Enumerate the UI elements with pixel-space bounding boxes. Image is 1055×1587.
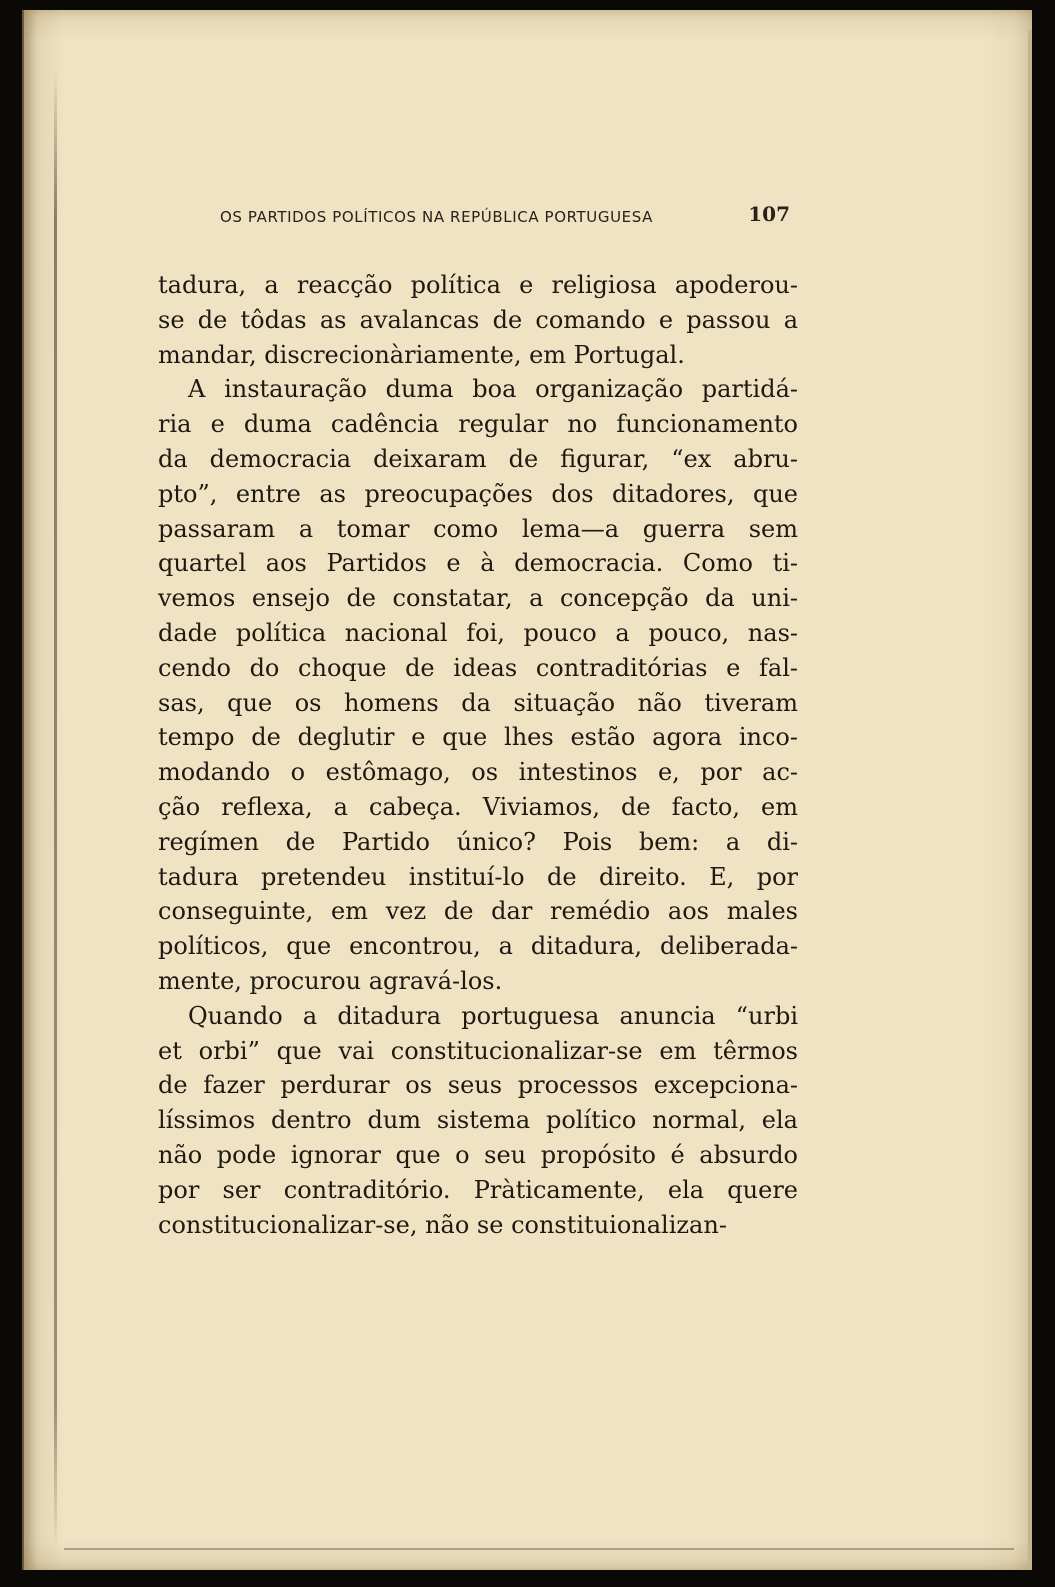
text-line: regímen de Partido único? Pois bem: a di-: [158, 827, 798, 856]
body-text: [158, 268, 798, 1242]
text-line: líssimos dentro dum sistema político normal, ela: [158, 1106, 798, 1135]
text-line: mente, procurou agravá-los.: [158, 966, 503, 995]
text-line: constitucionalizar-se, não se constituionalizan-: [158, 1210, 727, 1239]
text-line: não pode ignorar que o seu propósito é absurdo: [158, 1140, 798, 1169]
text-line: quartel aos Partidos e à democracia. Como ti-: [158, 549, 798, 578]
text-line: se de tôdas as avalancas de comando e passou a: [158, 305, 798, 334]
running-title: OS PARTIDOS POLÍTICOS NA REPÚBLICA PORTUGUESA: [220, 208, 654, 226]
text-line: ção reflexa, a cabeça. Viviamos, de facto, em: [158, 792, 798, 821]
text-line: Quando a ditadura portuguesa anuncia “urbi: [188, 1001, 798, 1030]
text-line: de fazer perdurar os seus processos excepciona-: [158, 1071, 798, 1100]
text-line: tadura, a reacção política e religiosa apoderou-: [158, 271, 798, 299]
text-line: A instauração duma boa organização partidá-: [188, 375, 798, 404]
page-number: 107: [748, 202, 790, 226]
page-edge: [1028, 30, 1032, 1570]
text-line: da democracia deixaram de figurar, “ex abru-: [158, 444, 798, 473]
text-line: tadura pretendeu instituí-lo de direito. E, por: [158, 862, 798, 891]
text-line: tempo de deglutir e que lhes estão agora inco-: [158, 723, 798, 752]
text-line: conseguinte, em vez de dar remédio aos males: [158, 897, 798, 926]
text-line: políticos, que encontrou, a ditadura, deliberada-: [158, 932, 798, 961]
text-line: ria e duma cadência regular no funcionamento: [158, 410, 798, 439]
text-line: pto”, entre as preocupações dos ditadores, que: [158, 479, 798, 508]
text-line: modando o estômago, os intestinos e, por ac-: [158, 758, 798, 787]
spine-shadow: [54, 70, 57, 1550]
text-line: sas, que os homens da situação não tiveram: [158, 688, 798, 717]
running-header: [180, 198, 800, 232]
text-line: dade política nacional foi, pouco a pouco, nas-: [158, 618, 798, 647]
text-line: por ser contraditório. Pràticamente, ela quere: [158, 1175, 798, 1204]
text-line: et orbi” que vai constitucionalizar-se em têrmos: [158, 1036, 798, 1065]
text-line: passaram a tomar como lema—a guerra sem: [158, 514, 798, 543]
page-bottom-edge: [64, 1548, 1014, 1550]
text-line: mandar, discrecionàriamente, em Portugal.: [158, 340, 685, 369]
text-line: vemos ensejo de constatar, a concepção da uni-: [158, 584, 798, 613]
text-line: cendo do choque de ideas contraditórias e fal-: [158, 653, 798, 682]
